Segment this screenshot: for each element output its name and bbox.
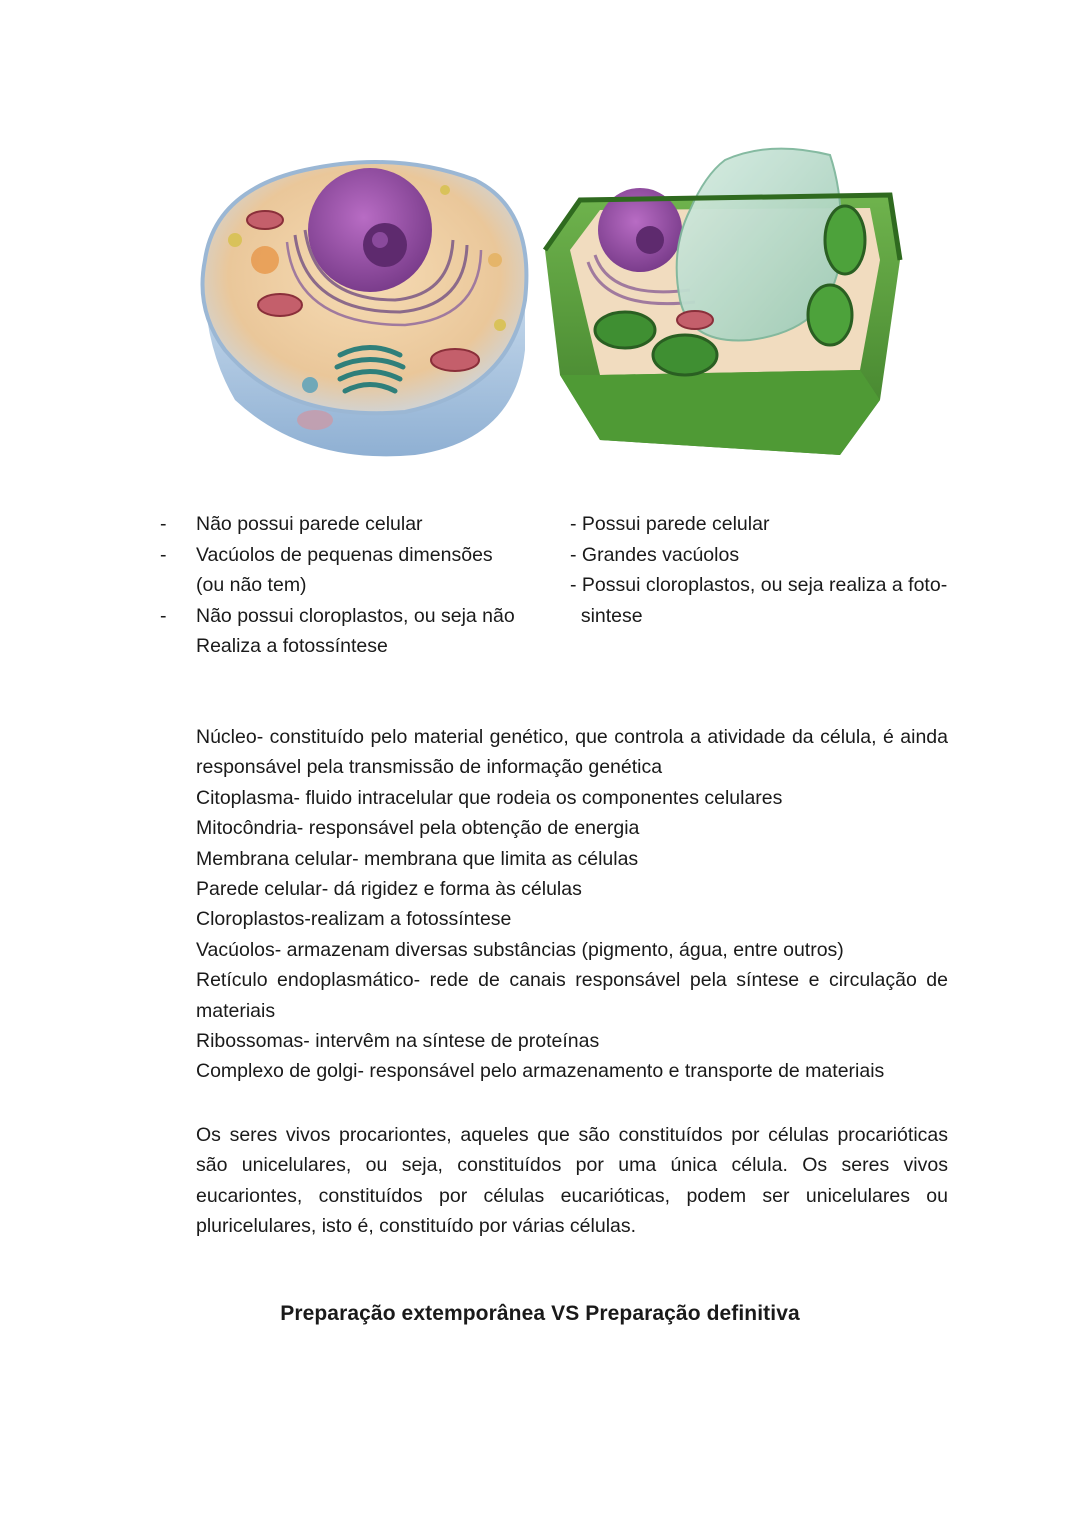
list-dash: -: [160, 543, 167, 566]
list-item-text: Não possui cloroplastos, ou seja não Realiza a fotossíntese: [196, 604, 515, 657]
list-dash: -: [160, 604, 167, 627]
list-item-text: Não possui parede celular: [196, 513, 423, 535]
list-item: - Grandes vacúolos: [570, 543, 740, 566]
prokaryote-eukaryote-paragraph: Os seres vivos procariontes, aqueles que são constituídos por células procarióticas são unicelulares, ou seja, constituídos por uma única célula. Os seres vivos eucariontes, constituídos por células eucarióticas, podem ser unicelulares ou pluricelulares, isto é, constituído por várias células.: [196, 1124, 948, 1238]
definition-vacuolos: Vacúolos- armazenam diversas substâncias (pigmento, água, entre outros): [196, 938, 844, 961]
definition-citoplasma: Citoplasma- fluido intracelular que rodeia os componentes celulares: [196, 786, 783, 809]
definition-reticulo: Retículo endoplasmático- rede de canais responsável pela síntese e circulação de materiais: [196, 969, 948, 1022]
list-item: - Possui cloroplastos, ou seja realiza a foto-: [570, 574, 948, 596]
list-dash: -: [160, 513, 167, 535]
animal-cell-traits: [160, 509, 550, 662]
list-item: [160, 601, 550, 662]
list-item-text: Vacúolos de pequenas dimensões (ou não tem): [196, 543, 493, 596]
organelle-definitions: [196, 722, 948, 1087]
definition-ribossomas: Ribossomas- intervêm na síntese de proteínas: [196, 1030, 600, 1053]
definition-golgi: Complexo de golgi- responsável pelo armazenamento e transporte de materiais: [196, 1060, 885, 1083]
definition-mitocondria: Mitocôndria- responsável pela obtenção de energia: [196, 817, 640, 840]
cell-figures: [195, 140, 915, 460]
animal-cell-illustration: [195, 150, 535, 460]
list-item: [160, 509, 550, 540]
definition-cloroplastos: Cloroplastos-realizam a fotossíntese: [196, 908, 512, 931]
plant-cell-traits: [570, 509, 970, 631]
section-heading: Preparação extemporânea VS Preparação definitiva: [280, 1302, 800, 1325]
definition-membrana: Membrana celular- membrana que limita as células: [196, 847, 639, 870]
list-item: [160, 540, 550, 601]
list-item: sintese: [570, 604, 643, 627]
list-item: - Possui parede celular: [570, 513, 770, 535]
plant-cell-illustration: [540, 140, 910, 460]
definition-nucleo: Núcleo- constituído pelo material genético, que controla a atividade da célula, é ainda responsável pela transmissão de informação genética: [196, 726, 948, 779]
definition-parede: Parede celular- dá rigidez e forma às células: [196, 878, 582, 901]
